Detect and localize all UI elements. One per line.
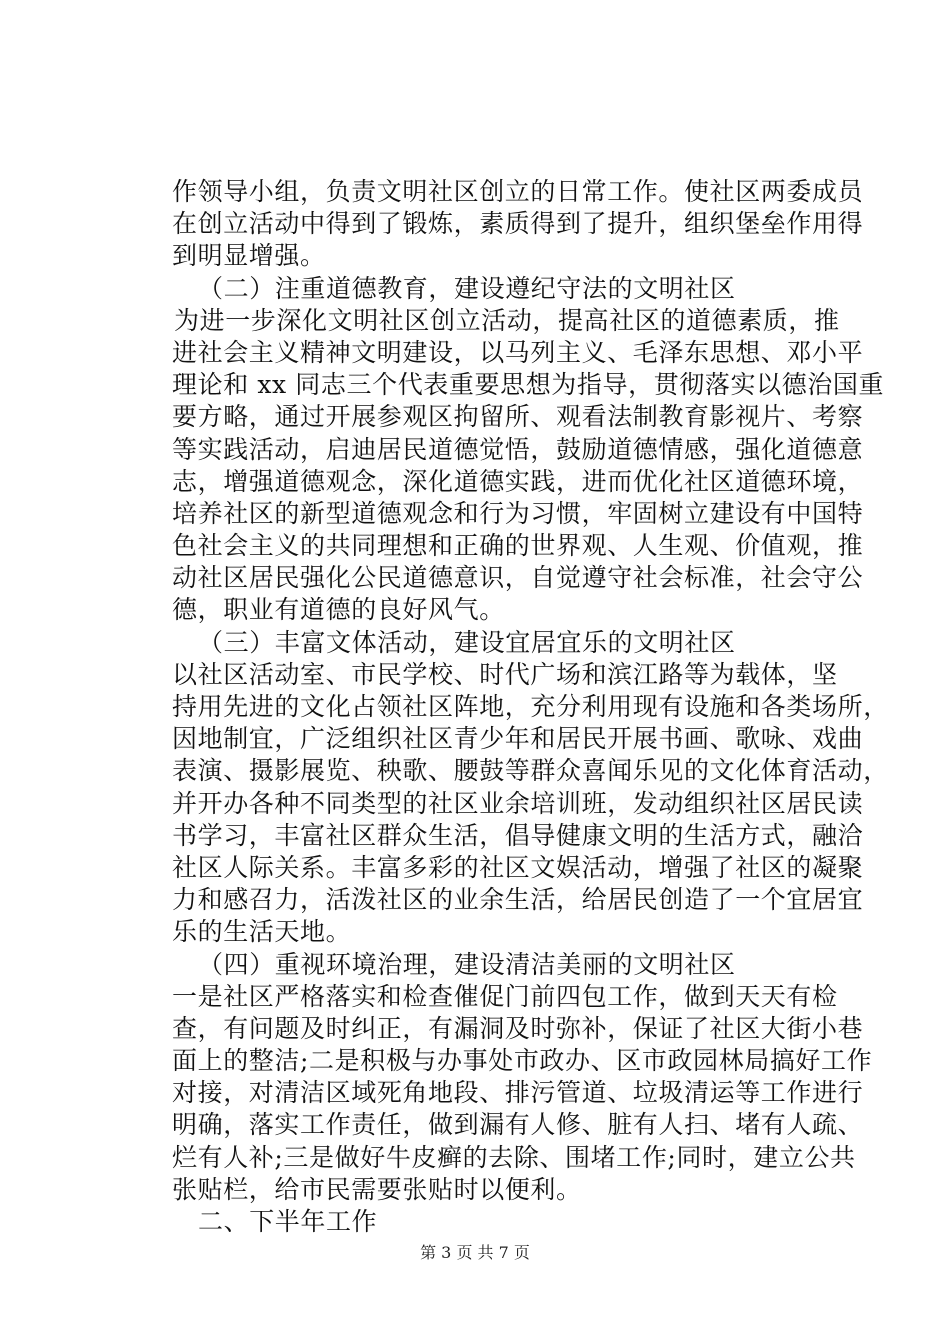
body-line: 表演、摄影展览、秧歌、腰鼓等群众喜闻乐见的文化体育活动， <box>172 756 889 786</box>
body-line: 乐的生活天地。 <box>172 917 352 947</box>
body-line: 在创立活动中得到了锻炼，素质得到了提升，组织堡垒作用得 <box>172 209 864 239</box>
paragraph-first-line <box>172 305 840 337</box>
body-line: 社区人际关系。丰富多彩的社区文娱活动，增强了社区的凝聚 <box>172 852 864 882</box>
section-heading-2: （二）注重道德教育，建设遵纪守法的文明社区 <box>198 273 736 303</box>
body-line: 面上的整洁;二是积极与办事处市政办、区市政园林局搞好工作 <box>172 1046 873 1076</box>
body-line: 烂有人补;三是做好牛皮癣的去除、围堵工作;同时，建立公共 <box>172 1142 856 1172</box>
body-line: 培养社区的新型道德观念和行为习惯，牢固树立建设有中国特 <box>172 498 864 528</box>
body-line: 对接，对清洁区域死角地段、排污管道、垃圾清运等工作进行 <box>172 1078 864 1108</box>
body-line: 书学习，丰富社区群众生活，倡导健康文明的生活方式，融洽 <box>172 820 864 850</box>
body-line: 查，有问题及时纠正，有漏洞及时弥补，保证了社区大街小巷 <box>172 1013 864 1043</box>
body-line: 以社区活动室、市民学校、时代广场和滨江路等为载体，坚 <box>172 659 838 689</box>
body-line: 明确，落实工作责任，做到漏有人修、脏有人扫、堵有人疏、 <box>172 1110 864 1140</box>
body-line: 并开办各种不同类型的社区业余培训班，发动组织社区居民读 <box>172 788 864 818</box>
section-heading-4: （四）重视环境治理，建设清洁美丽的文明社区 <box>198 949 736 979</box>
body-line-text: 为进一步深化文明社区创立活动，提高社区的道德素质，推 <box>174 305 840 335</box>
body-line: 理论和 xx 同志三个代表重要思想为指导，贯彻落实以德治国重 <box>172 370 885 400</box>
section-heading-part-two: 二、下半年工作 <box>198 1207 378 1236</box>
body-line: 一是社区严格落实和检查催促门前四包工作，做到天天有检 <box>172 981 838 1011</box>
page-footer <box>0 1243 950 1263</box>
body-line: 德，职业有道德的良好风气。 <box>172 595 505 625</box>
section-heading-3: （三）丰富文体活动，建设宜居宜乐的文明社区 <box>198 627 736 657</box>
body-line: 力和感召力，活泼社区的业余生活，给居民创造了一个宜居宜 <box>172 885 864 915</box>
body-line: 因地制宜，广泛组织社区青少年和居民开展书画、歌咏、戏曲 <box>172 724 864 754</box>
body-line: 等实践活动，启迪居民道德觉悟，鼓励道德情感，强化道德意 <box>172 434 864 464</box>
body-line: 到明显增强。 <box>172 241 326 271</box>
body-line: 色社会主义的共同理想和正确的世界观、人生观、价值观，推 <box>172 531 864 561</box>
body-line: 动社区居民强化公民道德意识，自觉遵守社会标准，社会守公 <box>172 563 864 593</box>
body-line: 张贴栏，给市民需要张贴时以便利。 <box>172 1174 582 1204</box>
body-line: 要方略，通过开展参观区拘留所、观看法制教育影视片、考察 <box>172 402 864 432</box>
document-body <box>172 176 889 1238</box>
body-line: 志，增强道德观念，深化道德实践，进而优化社区道德环境， <box>172 466 864 496</box>
page-number-label: 第 3 页 共 7 页 <box>420 1243 530 1262</box>
body-line: 作领导小组，负责文明社区创立的日常工作。使社区两委成员 <box>172 177 864 206</box>
body-line: 进社会主义精神文明建设，以马列主义、毛泽东思想、邓小平 <box>172 337 864 367</box>
body-line: 持用先进的文化占领社区阵地，充分利用现有设施和各类场所， <box>172 692 889 721</box>
